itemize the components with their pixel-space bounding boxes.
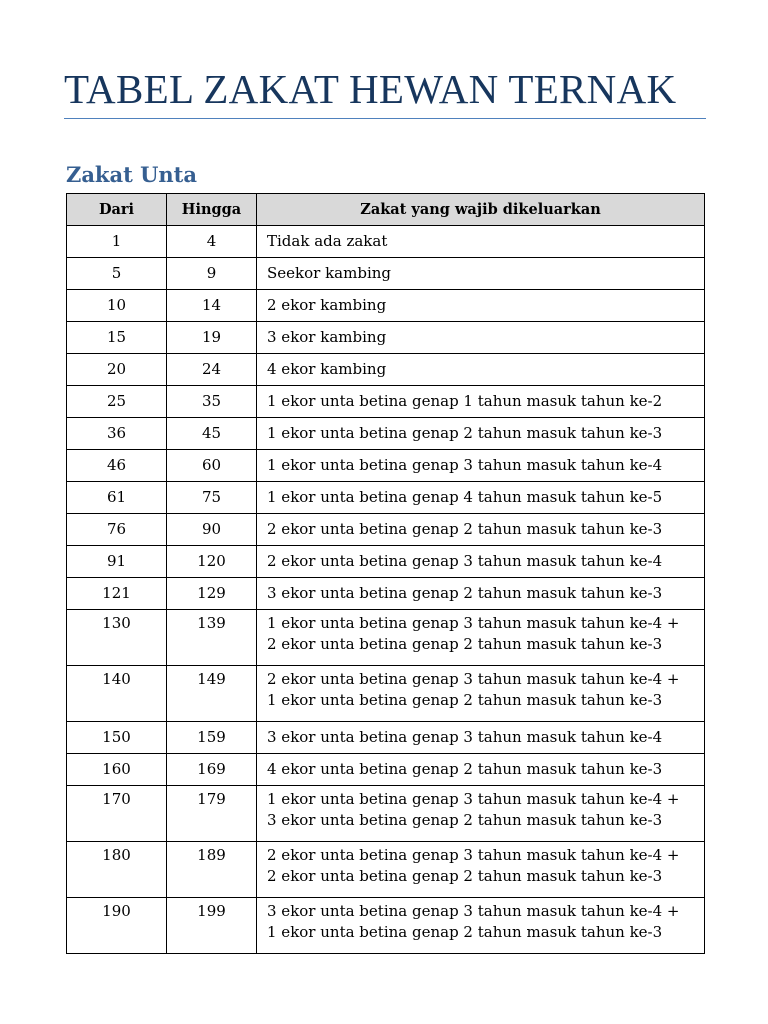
cell-hingga: 129 [167,578,257,610]
cell-dari: 150 [67,722,167,754]
table-row [67,786,705,842]
cell-zakat: Seekor kambing [257,258,705,290]
cell-hingga: 45 [167,418,257,450]
table-row [67,722,705,754]
cell-zakat: 1 ekor unta betina genap 2 tahun masuk tahun ke-3 [257,418,705,450]
title-underline-rule [64,118,706,119]
cell-hingga: 120 [167,546,257,578]
cell-dari: 130 [67,610,167,666]
table-row [67,290,705,322]
cell-hingga: 75 [167,482,257,514]
cell-hingga: 60 [167,450,257,482]
cell-dari: 91 [67,546,167,578]
cell-zakat: 1 ekor unta betina genap 3 tahun masuk tahun ke-4 + 2 ekor unta betina genap 2 tahun masuk tahun ke-3 [257,610,705,666]
cell-hingga: 19 [167,322,257,354]
cell-zakat: 4 ekor unta betina genap 2 tahun masuk tahun ke-3 [257,754,705,786]
cell-hingga: 159 [167,722,257,754]
table-row [67,322,705,354]
cell-dari: 190 [67,898,167,954]
table-row [67,666,705,722]
cell-hingga: 189 [167,842,257,898]
cell-hingga: 149 [167,666,257,722]
column-header-zakat: Zakat yang wajib dikeluarkan [257,194,705,226]
cell-zakat: 3 ekor unta betina genap 3 tahun masuk tahun ke-4 + 1 ekor unta betina genap 2 tahun masuk tahun ke-3 [257,898,705,954]
section-heading-zakat-unta: Zakat Unta [66,162,197,187]
table-row [67,226,705,258]
cell-zakat: 2 ekor kambing [257,290,705,322]
cell-zakat: 1 ekor unta betina genap 1 tahun masuk tahun ke-2 [257,386,705,418]
cell-hingga: 24 [167,354,257,386]
cell-dari: 61 [67,482,167,514]
cell-dari: 15 [67,322,167,354]
column-header-dari: Dari [67,194,167,226]
table-row [67,842,705,898]
cell-dari: 121 [67,578,167,610]
cell-dari: 1 [67,226,167,258]
cell-zakat: 2 ekor unta betina genap 2 tahun masuk tahun ke-3 [257,514,705,546]
cell-zakat: 2 ekor unta betina genap 3 tahun masuk tahun ke-4 + 2 ekor unta betina genap 2 tahun masuk tahun ke-3 [257,842,705,898]
cell-dari: 5 [67,258,167,290]
table-row [67,610,705,666]
table-row [67,450,705,482]
table-row [67,418,705,450]
cell-hingga: 9 [167,258,257,290]
cell-dari: 46 [67,450,167,482]
cell-dari: 36 [67,418,167,450]
cell-dari: 20 [67,354,167,386]
table-row [67,386,705,418]
table-row [67,354,705,386]
cell-hingga: 199 [167,898,257,954]
table-row [67,546,705,578]
cell-zakat: Tidak ada zakat [257,226,705,258]
table-row [67,514,705,546]
cell-zakat: 3 ekor unta betina genap 3 tahun masuk tahun ke-4 [257,722,705,754]
cell-dari: 170 [67,786,167,842]
table-header-row [67,194,705,226]
cell-dari: 10 [67,290,167,322]
cell-hingga: 35 [167,386,257,418]
zakat-unta-table [66,193,705,954]
cell-zakat: 1 ekor unta betina genap 3 tahun masuk tahun ke-4 [257,450,705,482]
cell-hingga: 169 [167,754,257,786]
table-row [67,754,705,786]
cell-zakat: 3 ekor kambing [257,322,705,354]
cell-dari: 180 [67,842,167,898]
cell-zakat: 3 ekor unta betina genap 2 tahun masuk tahun ke-3 [257,578,705,610]
cell-hingga: 179 [167,786,257,842]
table-row [67,898,705,954]
column-header-hingga: Hingga [167,194,257,226]
cell-dari: 76 [67,514,167,546]
table-row [67,578,705,610]
cell-hingga: 139 [167,610,257,666]
cell-zakat: 4 ekor kambing [257,354,705,386]
page-title: TABEL ZAKAT HEWAN TERNAK [64,66,677,112]
cell-zakat: 2 ekor unta betina genap 3 tahun masuk tahun ke-4 + 1 ekor unta betina genap 2 tahun masuk tahun ke-3 [257,666,705,722]
cell-hingga: 4 [167,226,257,258]
cell-hingga: 90 [167,514,257,546]
cell-dari: 160 [67,754,167,786]
cell-zakat: 1 ekor unta betina genap 4 tahun masuk tahun ke-5 [257,482,705,514]
cell-zakat: 1 ekor unta betina genap 3 tahun masuk tahun ke-4 + 3 ekor unta betina genap 2 tahun masuk tahun ke-3 [257,786,705,842]
cell-dari: 25 [67,386,167,418]
cell-zakat: 2 ekor unta betina genap 3 tahun masuk tahun ke-4 [257,546,705,578]
table-row [67,258,705,290]
table-row [67,482,705,514]
cell-dari: 140 [67,666,167,722]
cell-hingga: 14 [167,290,257,322]
